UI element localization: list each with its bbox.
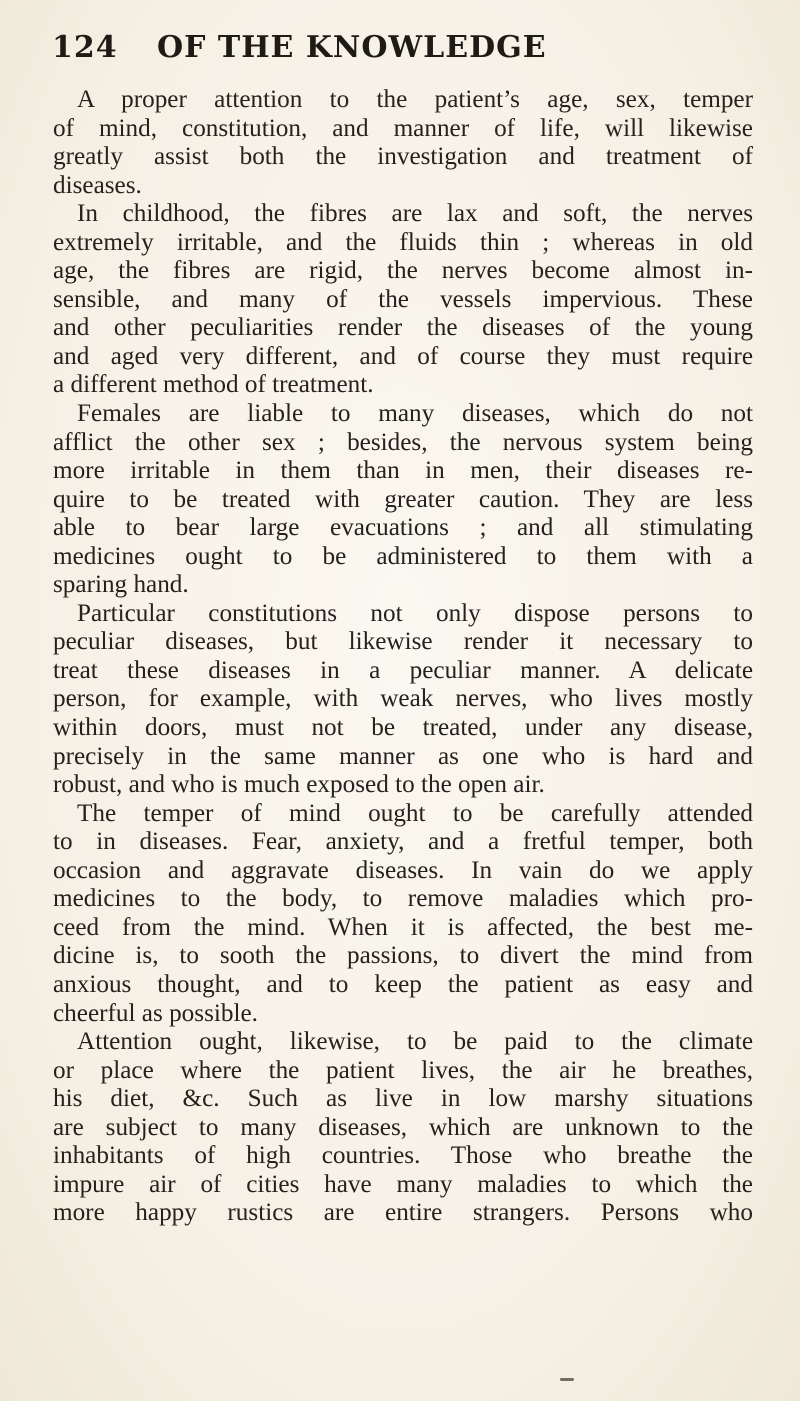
text-line: The temper of mind ought to be carefully attended	[77, 799, 753, 827]
text-line: robust, and who is much exposed to the open air.	[53, 771, 545, 799]
text-line: of mind, constitution, and manner of life, will likewise	[53, 114, 753, 142]
text-line: precisely in the same manner as one who is hard and	[53, 742, 753, 770]
text-line: greatly assist both the investigation and treatment of	[53, 143, 753, 171]
body-text	[53, 86, 753, 1228]
text-line: diseases.	[53, 171, 142, 199]
page-number: 124	[52, 30, 118, 65]
text-line: and aged very different, and of course they must require	[53, 342, 753, 370]
text-line: to in diseases. Fear, anxiety, and a fretful temper, both	[53, 828, 753, 856]
text-line: anxious thought, and to keep the patient as easy and	[53, 970, 753, 998]
text-line: sensible, and many of the vessels impervious. These	[53, 285, 753, 313]
text-line: sparing hand.	[53, 571, 189, 599]
text-line: impure air of cities have many maladies to which the	[53, 1170, 753, 1198]
text-line: occasion and aggravate diseases. In vain do we apply	[53, 856, 753, 884]
running-title: OF THE KNOWLEDGE	[157, 30, 547, 65]
text-line: quire to be treated with greater caution. They are less	[53, 485, 753, 513]
text-line: treat these diseases in a peculiar manner. A delicate	[53, 656, 753, 684]
text-line: Attention ought, likewise, to be paid to the climate	[77, 1028, 753, 1056]
text-line: A proper attention to the patient’s age, sex, temper	[77, 86, 753, 113]
text-line: peculiar diseases, but likewise render it necessary to	[53, 628, 753, 656]
text-line: ceed from the mind. When it is affected, the best me-	[53, 913, 753, 941]
text-line: more irritable in them than in men, their diseases re-	[53, 457, 753, 485]
text-line: more happy rustics are entire strangers. Persons who	[53, 1199, 753, 1227]
text-line: and other peculiarities render the diseases of the young	[53, 314, 753, 342]
text-line: Particular constitutions not only dispose persons to	[77, 599, 753, 627]
text-line: afflict the other sex ; besides, the nervous system being	[53, 428, 753, 456]
text-line: are subject to many diseases, which are unknown to the	[53, 1113, 753, 1141]
text-line: cheerful as possible.	[53, 999, 258, 1027]
text-line: medicines to the body, to remove maladies which pro-	[53, 885, 753, 913]
text-line: a different method of treatment.	[53, 371, 374, 399]
text-line: able to bear large evacuations ; and all stimulating	[53, 514, 753, 542]
text-line: medicines ought to be administered to them with a	[53, 542, 753, 570]
text-line: person, for example, with weak nerves, who lives mostly	[53, 685, 753, 713]
page-header	[52, 30, 752, 74]
text-line: extremely irritable, and the fluids thin ; whereas in old	[53, 228, 753, 256]
text-line: age, the fibres are rigid, the nerves become almost in-	[53, 257, 753, 285]
text-line: his diet, &c. Such as live in low marshy situations	[53, 1085, 753, 1113]
text-line: or place where the patient lives, the air he breathes,	[53, 1056, 753, 1084]
text-line: inhabitants of high countries. Those who breathe the	[53, 1142, 753, 1170]
text-line: within doors, must not be treated, under any disease,	[53, 714, 753, 742]
text-line: In childhood, the fibres are lax and soft, the nerves	[77, 200, 753, 228]
text-line: dicine is, to sooth the passions, to divert the mind from	[53, 942, 753, 970]
text-line: Females are liable to many diseases, which do not	[77, 400, 753, 428]
ink-smudge	[560, 1378, 574, 1381]
